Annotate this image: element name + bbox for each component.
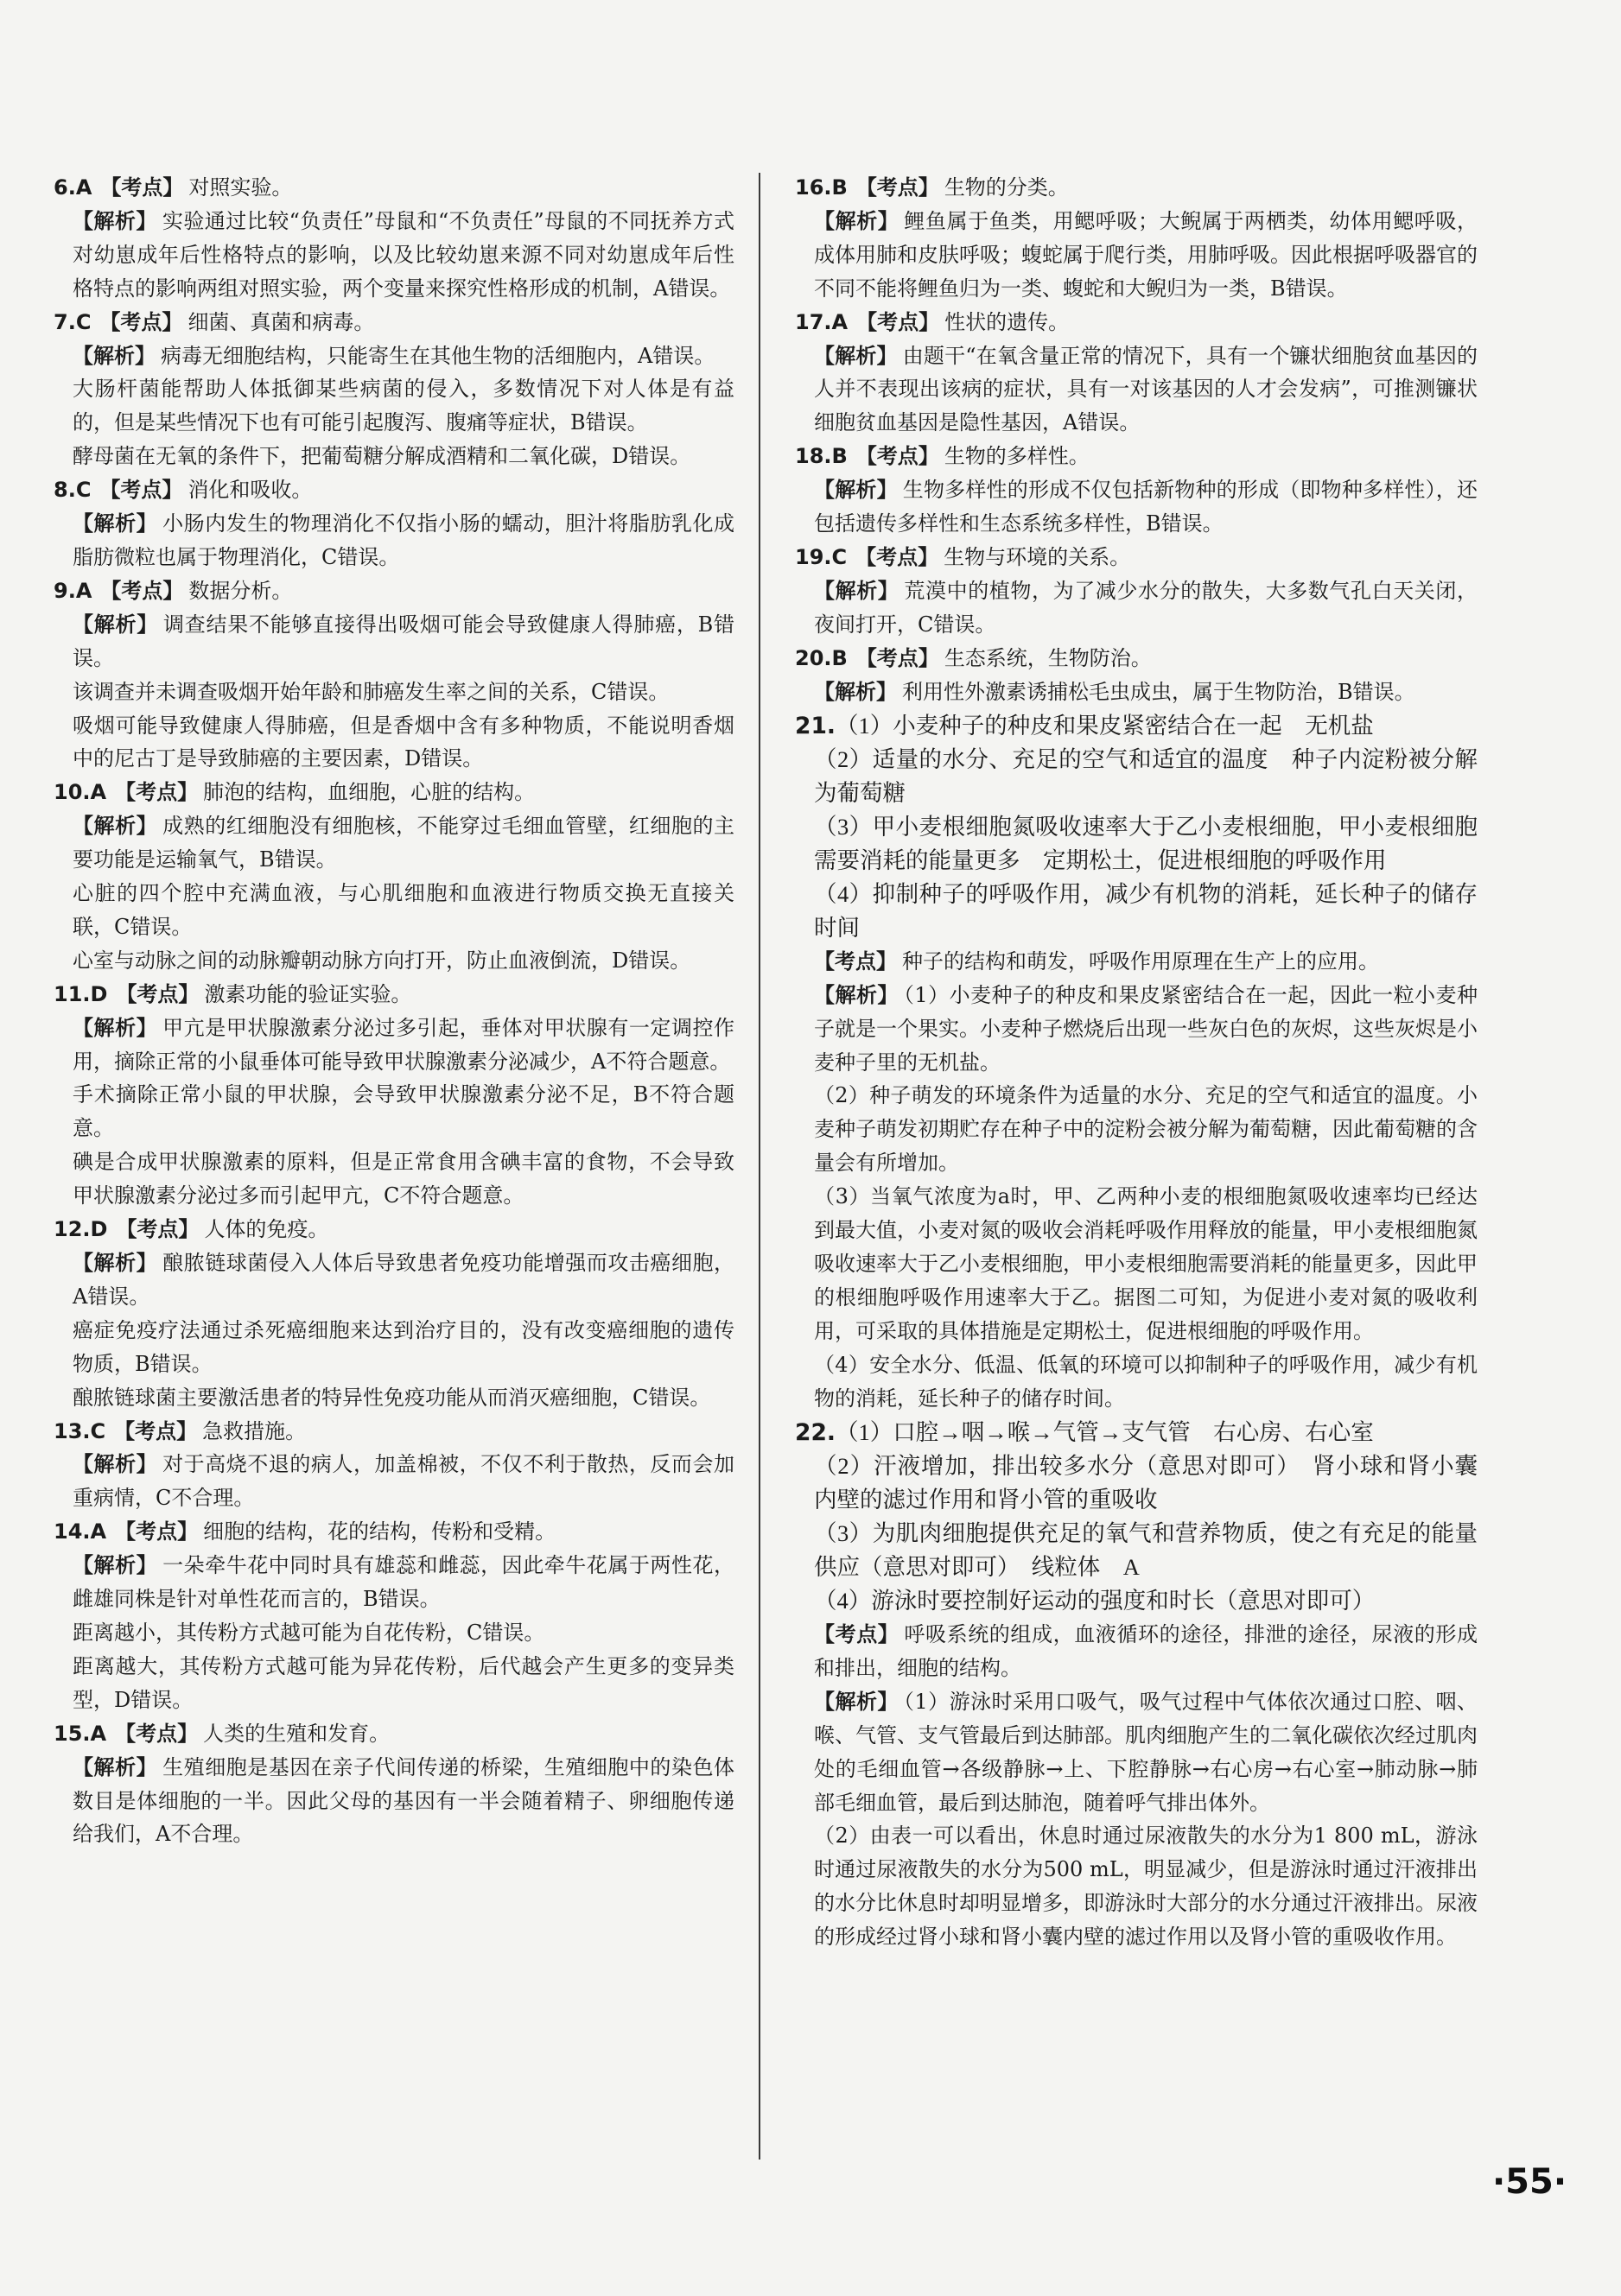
jiexi-paragraph [795,574,1478,642]
kaodian-text: 肺泡的结构，血细胞，心脏的结构。 [203,780,536,805]
column-divider [759,173,760,2160]
right-column [795,171,1478,1954]
answer-line [795,1517,1478,1584]
kaodian-text: 急救措施。 [202,1418,307,1443]
jiexi-paragraph [54,809,734,877]
jiexi-paragraph [54,608,734,675]
entry-header [795,642,1478,675]
jiexi-label: 【解析】 [814,578,899,603]
question-number: 11.D [54,981,108,1006]
kaodian-text: 种子的结构和萌发，呼吸作用原理在生产上的应用。 [902,948,1379,974]
jiexi-text: 甲亢是甲状腺激素分泌过多引起，垂体对甲状腺有一定调控作用，摘除正常的小鼠垂体可能导致甲状腺激素分泌减少，A不符合题意。 [73,1015,735,1074]
question-number: 6.A [54,175,92,200]
kaodian-text: 生态系统，生物防治。 [944,645,1152,670]
jiexi-text: 酿脓链球菌主要激活患者的特异性免疫功能从而消灭癌细胞，C错误。 [73,1385,711,1410]
jiexi-paragraph [54,1381,734,1415]
question-number: 19.C [795,544,848,569]
answer-entry [54,171,734,306]
entry-header [54,1515,734,1549]
jiexi-text: 手术摘除正常小鼠的甲状腺，会导致甲状腺激素分泌不足，B不符合题意。 [73,1082,734,1141]
answer-entry [795,709,1478,1416]
jiexi-text: （2）由表一可以看出，休息时通过尿液散失的水分为1 800 mL，游泳时通过尿液散失的水分为500 mL，明显减少，但是游泳时通过汗液排出的水分比休息时却明显增多，即游泳时大部分的水分通过汗液排出。尿液的形成经过肾小球和肾小囊内壁的滤过作用以及肾小管的重吸收作用。 [814,1823,1478,1950]
jiexi-paragraph [795,1079,1478,1180]
jiexi-text: （1）小麦种子的种皮和果皮紧密结合在一起，因此一粒小麦种子就是一个果实。小麦种子燃烧后出现一些灰白色的灰烬，这些灰烬是小麦种子里的无机盐。 [814,982,1478,1075]
question-number: 17.A [795,309,849,334]
kaodian-paragraph [795,945,1478,979]
answer-text: （1）口腔→咽→喉→气管→支气管 右心房、右心室 [835,1418,1374,1445]
jiexi-paragraph [795,1180,1478,1348]
jiexi-paragraph [54,709,734,777]
kaodian-text: 人类的生殖和发育。 [203,1721,391,1746]
jiexi-label: 【解析】 [73,343,156,368]
jiexi-text: 调查结果不能够直接得出吸烟可能会导致健康人得肺癌，B错误。 [73,612,734,670]
question-number: 8.C [54,478,92,503]
kaodian-text: 细菌、真菌和病毒。 [188,309,375,334]
answer-line [795,1584,1478,1618]
kaodian-text: 呼吸系统的组成，血液循环的途径，排泄的途径，尿液的形成和排出，细胞的结构。 [814,1621,1478,1680]
entry-header [795,306,1478,339]
kaodian-label: 【考点】 [100,175,184,200]
jiexi-text: 癌症免疫疗法通过杀死癌细胞来达到治疗目的，没有改变癌细胞的遗传物质，B错误。 [73,1317,734,1376]
entry-header [795,541,1478,574]
kaodian-text: 人体的免疫。 [204,1217,329,1242]
answer-text: （4）抑制种子的呼吸作用，减少有机物的消耗，延长种子的储存时间 [814,881,1478,941]
jiexi-paragraph [54,877,734,944]
kaodian-text: 消化和吸收。 [188,478,313,503]
answer-line [795,743,1478,810]
kaodian-text: 性状的遗传。 [944,309,1070,334]
kaodian-label: 【考点】 [855,645,939,670]
jiexi-paragraph [54,1078,734,1145]
kaodian-label: 【考点】 [814,1621,899,1646]
jiexi-text: 由题干“在氧含量正常的情况下，具有一个镰状细胞贫血基因的人并不表现出该病的症状，具有一对该基因的人才会发病”，可推测镰状细胞贫血基因是隐性基因，A错误。 [814,343,1478,435]
jiexi-label: 【解析】 [814,982,899,1007]
kaodian-label: 【考点】 [115,1721,199,1746]
jiexi-paragraph [795,675,1478,709]
question-number: 18.B [795,444,848,469]
answer-entry [54,776,734,977]
jiexi-label: 【解析】 [814,343,898,368]
jiexi-paragraph [54,1012,734,1079]
answer-entry [795,642,1478,709]
jiexi-paragraph [54,339,734,373]
jiexi-paragraph [54,1751,734,1852]
jiexi-label: 【解析】 [73,1553,158,1578]
answer-entry [54,1213,734,1414]
kaodian-text: 生物的分类。 [944,175,1069,200]
jiexi-paragraph [795,979,1478,1080]
jiexi-label: 【解析】 [73,612,158,637]
kaodian-label: 【考点】 [855,544,939,569]
kaodian-text: 生物的多样性。 [944,444,1090,469]
jiexi-text: （2）种子萌发的环境条件为适量的水分、充足的空气和适宜的温度。小麦种子萌发初期贮存在种子中的淀粉会被分解为葡萄糖，因此葡萄糖的含量会有所增加。 [814,1083,1478,1176]
jiexi-text: 心室与动脉之间的动脉瓣朝动脉方向打开，防止血液倒流，D错误。 [73,948,691,973]
jiexi-text: 实验通过比较“负责任”母鼠和“不负责任”母鼠的不同抚养方式对幼崽成年后性格特点的影响，以及比较幼崽来源不同对幼崽成年后性格特点的影响两组对照实验，两个变量来探究性格形成的机制，A错误。 [73,208,735,301]
jiexi-paragraph [54,1549,734,1616]
jiexi-text: 该调查并未调查吸烟开始年龄和肺癌发生率之间的关系，C错误。 [73,679,670,704]
jiexi-label: 【解析】 [814,478,898,503]
question-number: 12.D [54,1217,108,1242]
jiexi-text: 荒漠中的植物，为了减少水分的散失，大多数气孔白天关闭，夜间打开，C错误。 [814,578,1478,637]
jiexi-paragraph [54,1650,734,1717]
entry-header [54,776,734,809]
jiexi-paragraph [54,1616,734,1650]
kaodian-text: 数据分析。 [188,578,293,603]
kaodian-text: 激素功能的验证实验。 [204,981,412,1006]
entry-header [795,171,1478,205]
answer-entry [54,978,734,1213]
kaodian-label: 【考点】 [856,309,940,334]
jiexi-text: 鲤鱼属于鱼类，用鳃呼吸；大鲵属于两栖类，幼体用鳃呼吸，成体用肺和皮肤呼吸；蝮蛇属于爬行类，用肺呼吸。因此根据呼吸器官的不同不能将鲤鱼归为一类、蝮蛇和大鲵归为一类，B错误。 [814,208,1478,301]
jiexi-text: 小肠内发生的物理消化不仅指小肠的蠕动，胆汁将脂肪乳化成脂肪微粒也属于物理消化，C错误。 [73,511,735,569]
answer-entry [54,306,734,474]
jiexi-label: 【解析】 [73,511,158,536]
kaodian-paragraph [795,1618,1478,1685]
jiexi-text: 酵母菌在无氧的条件下，把葡萄糖分解成酒精和二氧化碳，D错误。 [73,444,691,469]
jiexi-label: 【解析】 [814,1689,899,1714]
jiexi-text: 病毒无细胞结构，只能寄生在其他生物的活细胞内，A错误。 [161,343,715,368]
jiexi-label: 【解析】 [73,208,157,233]
kaodian-label: 【考点】 [100,578,184,603]
question-number: 21. [795,712,836,739]
kaodian-label: 【考点】 [855,175,939,200]
kaodian-label: 【考点】 [115,780,199,805]
jiexi-paragraph [54,1314,734,1381]
jiexi-label: 【解析】 [73,1754,158,1779]
question-number: 13.C [54,1418,106,1443]
jiexi-text: 距离越大，其传粉方式越可能为异花传粉，后代越会产生更多的变异类型，D错误。 [73,1653,734,1712]
jiexi-paragraph [795,1348,1478,1416]
answer-line [795,810,1478,878]
answer-entry [795,541,1478,642]
entry-header [54,574,734,608]
entry-header [54,473,734,507]
entry-header [54,1213,734,1246]
answer-line [795,878,1478,945]
jiexi-text: （4）安全水分、低温、低氧的环境可以抑制种子的呼吸作用，减少有机物的消耗，延长种子的储存时间。 [814,1352,1478,1411]
jiexi-paragraph [795,205,1478,306]
answer-entry [795,440,1478,541]
jiexi-label: 【解析】 [73,814,158,839]
answer-line [795,1449,1478,1517]
question-number: 10.A [54,780,107,805]
answer-line [795,709,1478,744]
question-number: 9.A [54,578,92,603]
question-number: 15.A [54,1721,107,1746]
question-number: 7.C [54,309,92,334]
question-number: 20.B [795,645,848,670]
question-number: 22. [795,1418,836,1446]
jiexi-paragraph [795,339,1478,441]
jiexi-paragraph [54,1448,734,1515]
answer-text: （1）小麦种子的种皮和果皮紧密结合在一起 无机盐 [835,712,1374,739]
jiexi-text: 距离越小，其传粉方式越可能为自花传粉，C错误。 [73,1620,545,1645]
question-number: 16.B [795,175,848,200]
jiexi-text: 利用性外激素诱捕松毛虫成虫，属于生物防治，B错误。 [902,679,1415,704]
jiexi-paragraph [54,205,734,306]
jiexi-paragraph [54,372,734,440]
kaodian-label: 【考点】 [114,1418,198,1443]
page-number: ·55· [1491,2162,1567,2202]
entry-header [54,978,734,1012]
jiexi-text: 碘是合成甲状腺激素的原料，但是正常食用含碘丰富的食物，不会导致甲状腺激素分泌过多而引起甲亢，C不符合题意。 [73,1150,734,1208]
answer-entry [795,306,1478,441]
jiexi-paragraph [795,1819,1478,1954]
kaodian-label: 【考点】 [99,478,183,503]
jiexi-text: 酿脓链球菌侵入人体后导致患者免疫功能增强而攻击癌细胞，A错误。 [73,1251,735,1309]
jiexi-text: 一朵牵牛花中同时具有雄蕊和雌蕊，因此牵牛花属于两性花，雌雄同株是针对单性花而言的，B错误。 [73,1553,735,1612]
jiexi-text: 对于高烧不退的病人，加盖棉被，不仅不利于散热，反而会加重病情，C不合理。 [73,1452,735,1511]
kaodian-label: 【考点】 [116,1217,200,1242]
jiexi-text: 成熟的红细胞没有细胞核，不能穿过毛细血管壁，红细胞的主要功能是运输氧气，B错误。 [73,814,735,872]
jiexi-paragraph [54,440,734,473]
jiexi-paragraph [795,1685,1478,1820]
kaodian-text: 生物与环境的关系。 [944,544,1131,569]
jiexi-paragraph [54,1145,734,1213]
answer-text: （4）游泳时要控制好运动的强度和时长（意思对即可） [814,1588,1376,1614]
kaodian-label: 【考点】 [115,1519,199,1544]
answer-text: （3）为肌肉细胞提供充足的氧气和营养物质，使之有充足的能量供应（意思对即可） 线粒体 A [814,1520,1478,1581]
answer-entry [795,171,1478,306]
entry-header [54,1717,734,1751]
kaodian-label: 【考点】 [99,309,183,334]
left-column [54,171,734,1851]
jiexi-text: 心脏的四个腔中充满血液，与心肌细胞和血液进行物质交换无直接关联，C错误。 [73,881,734,939]
kaodian-text: 对照实验。 [188,175,293,200]
answer-entry [54,1415,734,1516]
jiexi-label: 【解析】 [73,1015,158,1040]
jiexi-paragraph [54,944,734,978]
jiexi-paragraph [54,1246,734,1314]
answer-line [795,1416,1478,1450]
answer-entry [54,574,734,776]
answer-entry [54,1515,734,1716]
jiexi-paragraph [54,507,734,574]
jiexi-text: 吸烟可能导致健康人得肺癌，但是香烟中含有多种物质，不能说明香烟中的尼古丁是导致肺癌的主要因素，D错误。 [73,713,734,771]
jiexi-paragraph [795,473,1478,541]
jiexi-label: 【解析】 [814,679,897,704]
answer-text: （2）适量的水分、充足的空气和适宜的温度 种子内淀粉被分解为葡萄糖 [814,746,1478,807]
jiexi-text: （3）当氧气浓度为a时，甲、乙两种小麦的根细胞氮吸收速率均已经达到最大值，小麦对氮的吸收会消耗呼吸作用释放的能量，甲小麦根细胞氮吸收速率大于乙小麦根细胞，甲小麦根细胞需要消耗的能量更多，因此甲的根细胞呼吸作用速率大于乙。据图二可知，为促进小麦对氮的吸收利用，可采取的具体措施是定期松土，促进根细胞的呼吸作用。 [814,1184,1478,1343]
jiexi-label: 【解析】 [73,1251,158,1275]
answer-text: （2）汗液增加，排出较多水分（意思对即可） 肾小球和肾小囊内壁的滤过作用和肾小管的重吸收 [814,1453,1478,1513]
entry-header [54,306,734,339]
jiexi-text: 生物多样性的形成不仅包括新物种的形成（即物种多样性），还包括遗传多样性和生态系统多样性，B错误。 [814,478,1478,536]
kaodian-label: 【考点】 [855,444,939,469]
answer-text: （3）甲小麦根细胞氮吸收速率大于乙小麦根细胞，甲小麦根细胞需要消耗的能量更多 定期松土，促进根细胞的呼吸作用 [814,814,1478,874]
entry-header [54,171,734,205]
jiexi-label: 【解析】 [814,208,899,233]
jiexi-paragraph [54,675,734,709]
answer-entry [54,1717,734,1852]
jiexi-label: 【解析】 [73,1452,158,1477]
entry-header [54,1415,734,1449]
jiexi-text: 生殖细胞是基因在亲子代间传递的桥梁，生殖细胞中的染色体数目是体细胞的一半。因此父母的基因有一半会随着精子、卵细胞传递给我们，A不合理。 [73,1754,735,1847]
kaodian-label: 【考点】 [116,981,200,1006]
jiexi-text: （1）游泳时采用口吸气，吸气过程中气体依次通过口腔、咽、喉、气管、支气管最后到达肺部。肌肉细胞产生的二氧化碳依次经过肌肉处的毛细血管→各级静脉→上、下腔静脉→右心房→右心室→肺动脉→肺部毛细血管，最后到达肺泡，随着呼气排出体外。 [814,1689,1478,1815]
answer-entry [795,1416,1478,1955]
jiexi-text: 大肠杆菌能帮助人体抵御某些病菌的侵入，多数情况下对人体是有益的，但是某些情况下也有可能引起腹泻、腹痛等症状，B错误。 [73,377,734,435]
entry-header [795,440,1478,473]
kaodian-text: 细胞的结构，花的结构，传粉和受精。 [203,1519,556,1544]
kaodian-label: 【考点】 [814,948,897,974]
question-number: 14.A [54,1519,107,1544]
answer-entry [54,473,734,574]
